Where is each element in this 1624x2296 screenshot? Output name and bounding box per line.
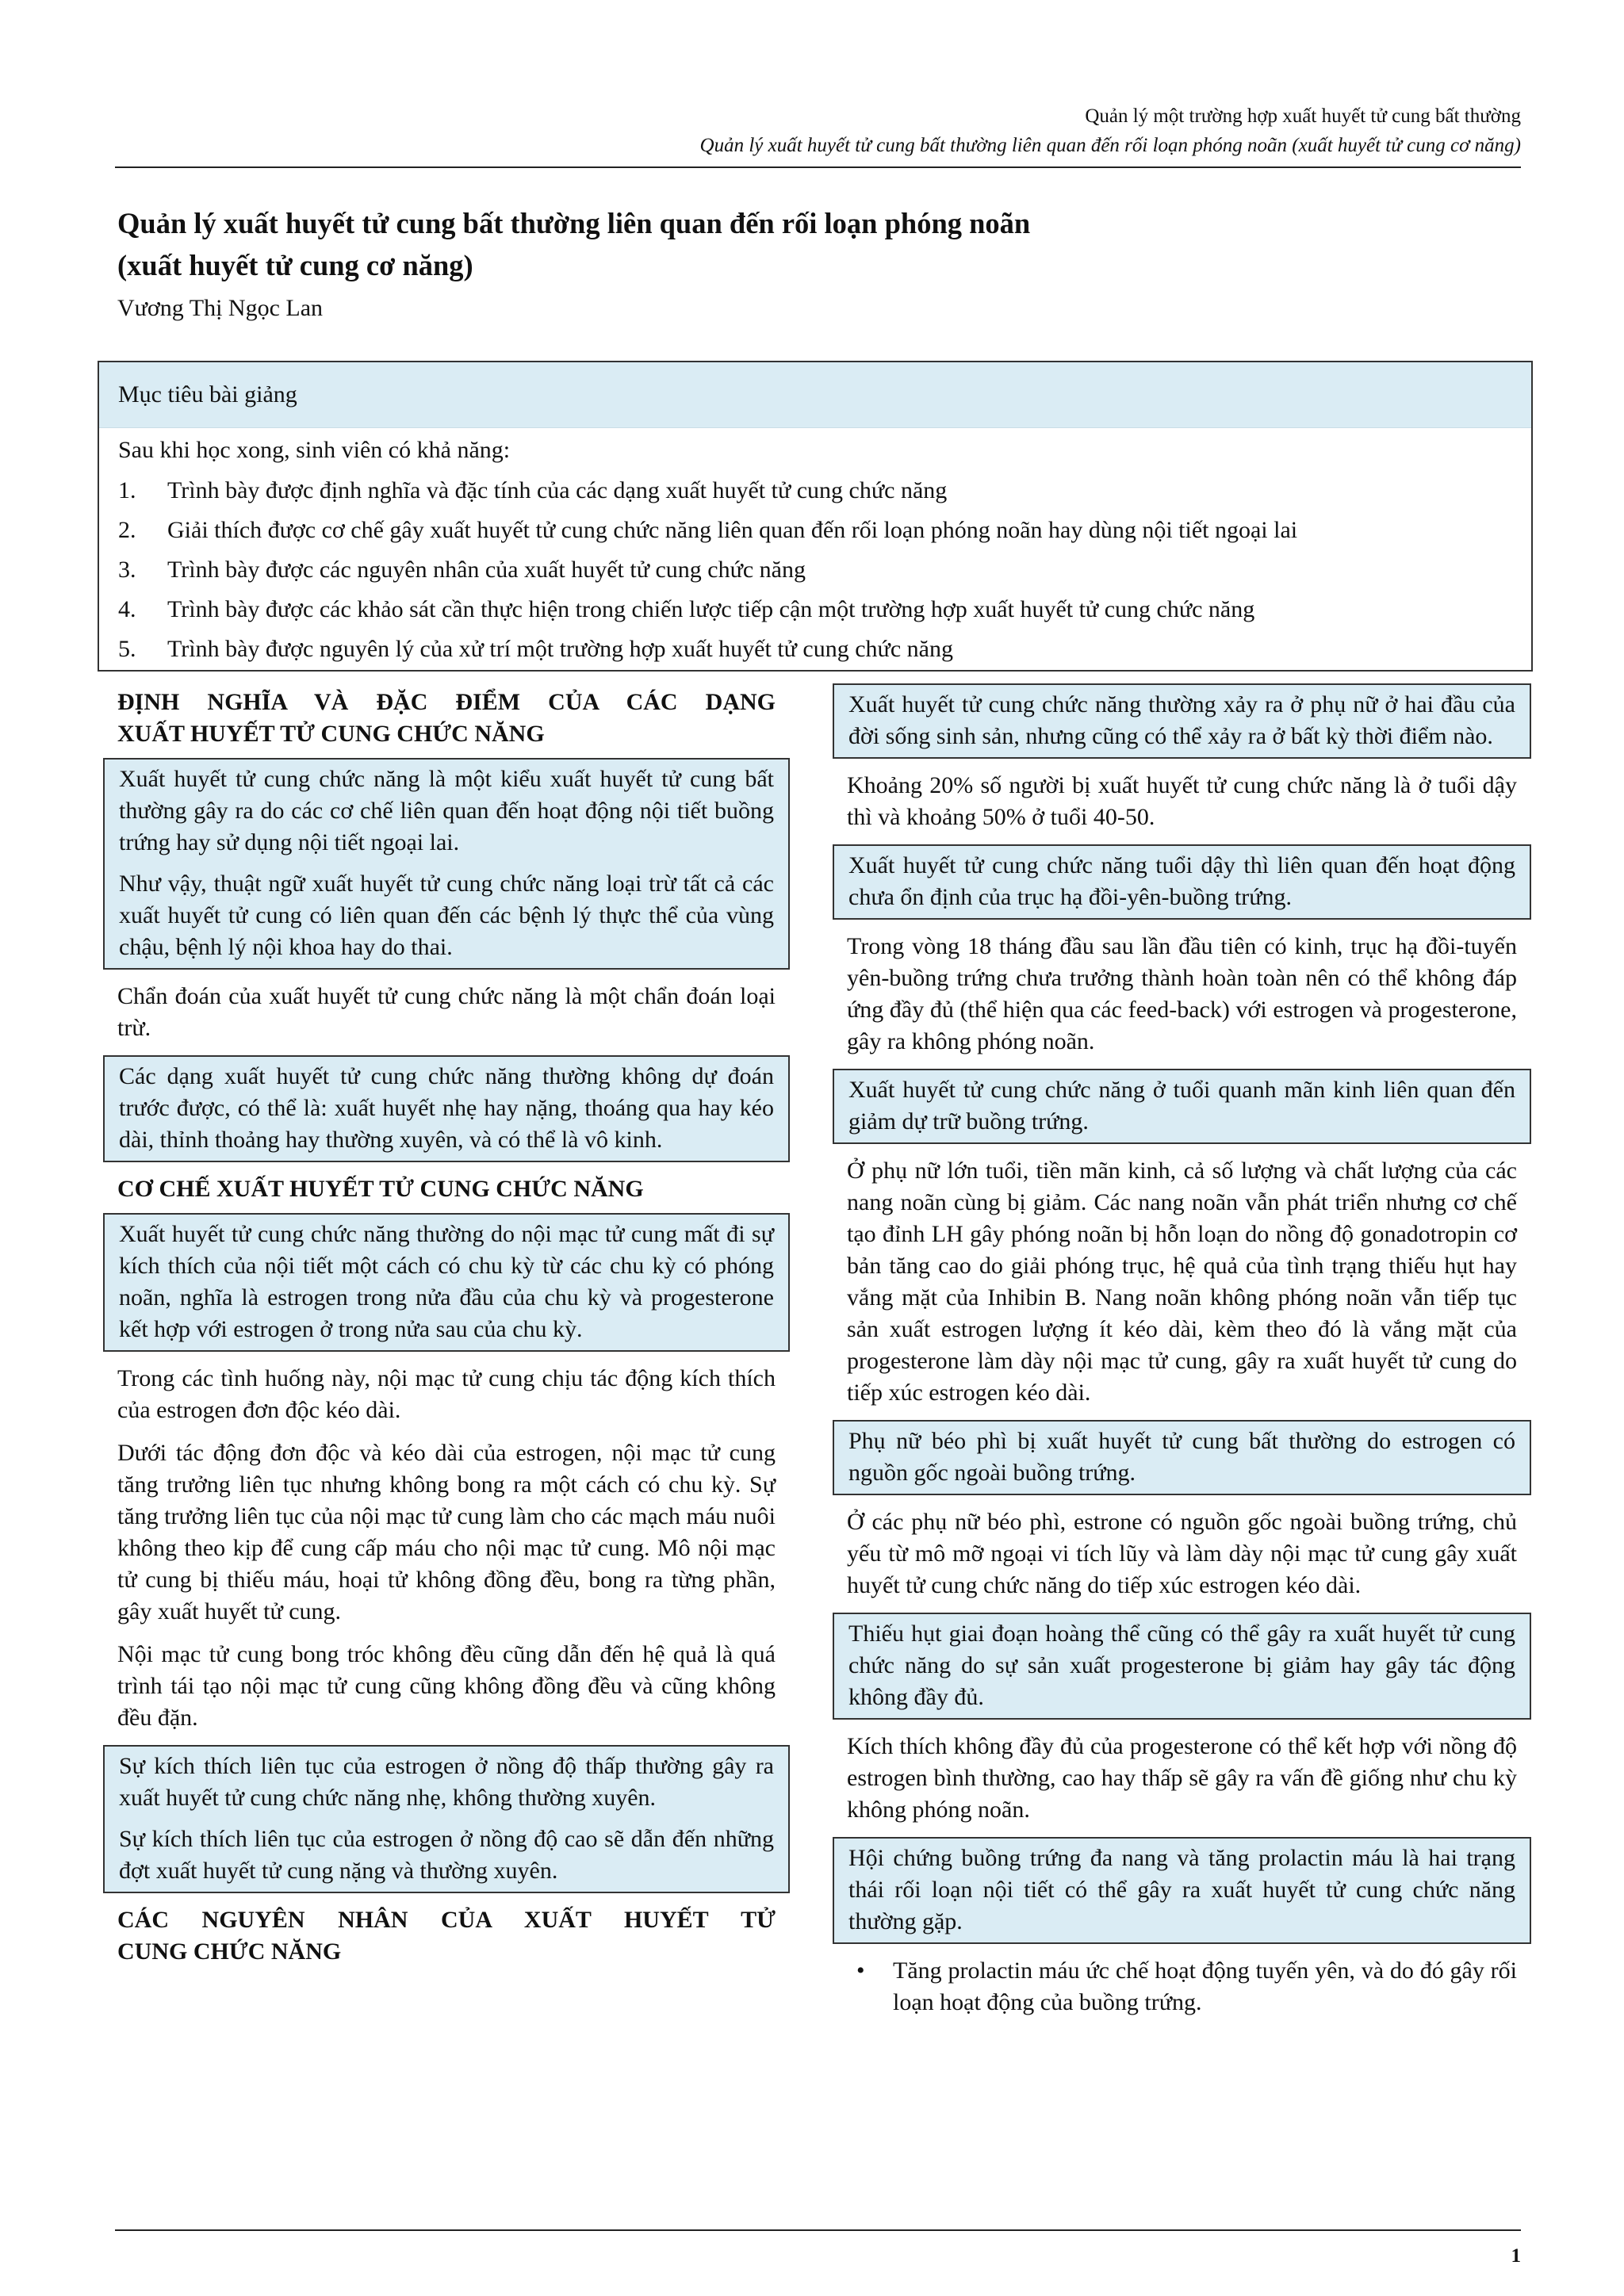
body-paragraph: Trong vòng 18 tháng đầu sau lần đầu tiên có kinh, trục hạ đồi-tuyến yên-buồng trứng chưa trưởng thành hoàn toàn nên có thể không đáp ứng đầy đủ (thể hiện qua các feed-back) với estrogen và progesterone, gây ra không phóng noãn. — [847, 933, 1517, 1054]
right-column — [847, 683, 1517, 2019]
highlight-paragraph: Các dạng xuất huyết tử cung chức năng thường không dự đoán trước được, có thể là: xuất huyết nhẹ hay nặng, thoáng qua hay kéo dài, thỉnh thoảng hay thường xuyên, và có thể là vô kinh. — [119, 1063, 774, 1153]
section-heading-definition — [117, 687, 776, 750]
highlight-paragraph: Sự kích thích liên tục của estrogen ở nồng độ thấp thường gây ra xuất huyết tử cung chức năng nhẹ, không thường xuyên. — [119, 1753, 774, 1811]
objective-item — [118, 511, 1512, 550]
body-paragraph: Chẩn đoán của xuất huyết tử cung chức năng là một chẩn đoán loại trừ. — [117, 983, 776, 1041]
highlight-paragraph: Hội chứng buồng trứng đa nang và tăng prolactin máu là hai trạng thái rối loạn nội tiết có thể gây ra xuất huyết tử cung chức năng thường gặp. — [848, 1845, 1515, 1934]
document-title — [117, 202, 1513, 286]
document-title-line-2: (xuất huyết tử cung cơ năng) — [117, 249, 473, 281]
objectives-list — [99, 471, 1531, 669]
section-heading-line: CÁC NGUYÊN NHÂN CỦA XUẤT HUYẾT TỬ — [117, 1907, 776, 1933]
section-heading-mechanism — [117, 1173, 776, 1205]
objectives-box — [98, 361, 1533, 672]
bullet-mark: • — [856, 1957, 865, 1984]
objective-number: 3. — [118, 557, 136, 583]
objective-text: Giải thích được cơ chế gây xuất huyết tử cung chức năng liên quan đến rối loạn phóng noãn hay dùng nội tiết ngoại lai — [167, 517, 1298, 543]
highlight-box — [833, 1069, 1531, 1144]
highlight-box — [833, 1613, 1531, 1720]
body-paragraph: Kích thích không đầy đủ của progesterone có thể kết hợp với nồng độ estrogen bình thường, cao hay thấp sẽ gây ra vấn đề giống như chu kỳ không phóng noãn. — [847, 1733, 1517, 1823]
highlight-box — [103, 1745, 790, 1893]
objective-text: Trình bày được các nguyên nhân của xuất huyết tử cung chức năng — [167, 557, 806, 583]
highlight-paragraph: Phụ nữ béo phì bị xuất huyết tử cung bất thường do estrogen có nguồn gốc ngoài buồng trứng. — [848, 1428, 1515, 1486]
highlight-box — [833, 683, 1531, 759]
section-heading-line: XUẤT HUYẾT TỬ CUNG CHỨC NĂNG — [117, 721, 545, 747]
body-paragraph: Ở phụ nữ lớn tuổi, tiền mãn kinh, cả số lượng và chất lượng của các nang noãn cùng bị giảm. Các nang noãn vẫn phát triển nhưng cơ chế tạo đỉnh LH gây phóng noãn bị hỗn loạn do nồng độ gonadotropin cơ bản tăng cao do giải phóng trục, hệ quả của tình trạng thiếu hụt hay vắng mặt của Inhibin B. Nang noãn không phóng noãn vẫn tiếp tục sản xuất estrogen lượng ít kéo dài, kèm theo đó là vắng mặt của progesterone làm dày nội mạc tử cung, gây ra xuất huyết tử cung do tiếp xúc estrogen kéo dài. — [847, 1158, 1517, 1406]
objectives-intro: Sau khi học xong, sinh viên có khả năng: — [118, 437, 511, 463]
objective-number: 4. — [118, 596, 136, 622]
bullet-item — [847, 1955, 1517, 2019]
objective-item — [118, 550, 1512, 590]
highlight-paragraph: Xuất huyết tử cung chức năng thường do nội mạc tử cung mất đi sự kích thích của nội tiết một cách có chu kỳ từ các chu kỳ có phóng noãn, nghĩa là estrogen trong nửa đầu của chu kỳ và progesterone kết hợp với estrogen ở trong nửa sau của chu kỳ. — [119, 1221, 774, 1342]
objectives-heading: Mục tiêu bài giảng — [99, 362, 1531, 428]
objective-item — [118, 590, 1512, 629]
highlight-box — [103, 1213, 790, 1352]
objective-text: Trình bày được các khảo sát cần thực hiện trong chiến lược tiếp cận một trường hợp xuất huyết tử cung chức năng — [167, 596, 1255, 622]
highlight-paragraph: Xuất huyết tử cung chức năng thường xảy ra ở phụ nữ ở hai đầu của đời sống sinh sản, nhưng cũng có thể xảy ra ở bất kỳ thời điểm nào. — [848, 691, 1515, 749]
highlight-box — [833, 1837, 1531, 1944]
left-column — [117, 683, 776, 1976]
objective-item — [118, 471, 1512, 511]
page-number: 1 — [1511, 2245, 1521, 2267]
bullet-text: Tăng prolactin máu ức chế hoạt động tuyến yên, và do đó gây rối loạn hoạt động của buồng trứng. — [893, 1957, 1517, 2015]
highlight-paragraph: Như vậy, thuật ngữ xuất huyết tử cung chức năng loại trừ tất cả các xuất huyết tử cung có liên quan đến các bệnh lý thực thể của vùng chậu, bệnh lý nội khoa hay do thai. — [119, 871, 774, 960]
highlight-paragraph: Xuất huyết tử cung chức năng tuổi dậy thì liên quan đến hoạt động chưa ổn định của trục hạ đồi-yên-buồng trứng. — [848, 852, 1515, 910]
title-block — [117, 202, 1513, 326]
section-heading-line: CƠ CHẾ XUẤT HUYẾT TỬ CUNG CHỨC NĂNG — [117, 1176, 644, 1202]
highlight-box — [103, 758, 790, 970]
running-header-line-2: Quản lý xuất huyết tử cung bất thường liên quan đến rối loạn phóng noãn (xuất huyết tử cung cơ năng) — [699, 135, 1521, 156]
objective-text: Trình bày được nguyên lý của xử trí một trường hợp xuất huyết tử cung chức năng — [167, 636, 953, 662]
body-paragraph: Ở các phụ nữ béo phì, estrone có nguồn gốc ngoài buồng trứng, chủ yếu từ mô mỡ ngoại vi tích lũy và làm dày nội mạc tử cung gây xuất huyết tử cung chức năng do tiếp xúc estrogen kéo dài. — [847, 1509, 1517, 1598]
highlight-paragraph: Thiếu hụt giai đoạn hoàng thể cũng có thể gây ra xuất huyết tử cung chức năng do sự sản xuất progesterone bị giảm hay gây tác động không đầy đủ. — [848, 1621, 1515, 1710]
highlight-paragraph: Xuất huyết tử cung chức năng là một kiểu xuất huyết tử cung bất thường gây ra do các cơ chế liên quan đến hoạt động nội tiết buồng trứng hay sử dụng nội tiết ngoại lai. — [119, 766, 774, 855]
section-heading-causes — [117, 1904, 776, 1968]
highlight-paragraph: Xuất huyết tử cung chức năng ở tuổi quanh mãn kinh liên quan đến giảm dự trữ buồng trứng. — [848, 1077, 1515, 1135]
section-heading-line: CUNG CHỨC NĂNG — [117, 1938, 342, 1965]
objective-number: 5. — [118, 636, 136, 662]
body-paragraph: Dưới tác động đơn độc và kéo dài của estrogen, nội mạc tử cung tăng trưởng liên tục nhưng không bong ra một cách có chu kỳ. Sự tăng trưởng liên tục của nội mạc tử cung làm cho các mạch máu nuôi không theo kịp để cung cấp máu cho nội mạc tử cung. Mô nội mạc tử cung bị thiếu máu, hoại tử không đồng đều, bong ra từng phần, gây xuất huyết tử cung. — [117, 1440, 776, 1624]
body-paragraph: Nội mạc tử cung bong tróc không đều cũng dẫn đến hệ quả là quá trình tái tạo nội mạc tử cung cũng không đồng đều và cũng không đều đặn. — [117, 1641, 776, 1731]
body-paragraph: Trong các tình huống này, nội mạc tử cung chịu tác động kích thích của estrogen đơn độc kéo dài. — [117, 1365, 776, 1423]
body-paragraph: Khoảng 20% số người bị xuất huyết tử cung chức năng là ở tuổi dậy thì và khoảng 50% ở tuổi 40-50. — [847, 772, 1517, 830]
objective-item — [118, 629, 1512, 669]
document-title-line-1: Quản lý xuất huyết tử cung bất thường liên quan đến rối loạn phóng noãn — [117, 207, 1031, 239]
section-heading-line: ĐỊNH NGHĨA VÀ ĐẶC ĐIỂM CỦA CÁC DẠNG — [117, 689, 776, 715]
objective-number: 1. — [118, 477, 136, 503]
highlight-box — [833, 1420, 1531, 1495]
objective-text: Trình bày được định nghĩa và đặc tính của các dạng xuất huyết tử cung chức năng — [167, 477, 948, 503]
running-header — [115, 101, 1521, 168]
highlight-paragraph: Sự kích thích liên tục của estrogen ở nồng độ cao sẽ dẫn đến những đợt xuất huyết tử cung nặng và thường xuyên. — [119, 1826, 774, 1884]
footer-rule — [115, 2229, 1521, 2231]
running-header-line-1: Quản lý một trường hợp xuất huyết tử cung bất thường — [1085, 105, 1521, 127]
objective-number: 2. — [118, 517, 136, 543]
highlight-box — [833, 844, 1531, 920]
highlight-box — [103, 1055, 790, 1162]
author: Vương Thị Ngọc Lan — [117, 295, 324, 321]
